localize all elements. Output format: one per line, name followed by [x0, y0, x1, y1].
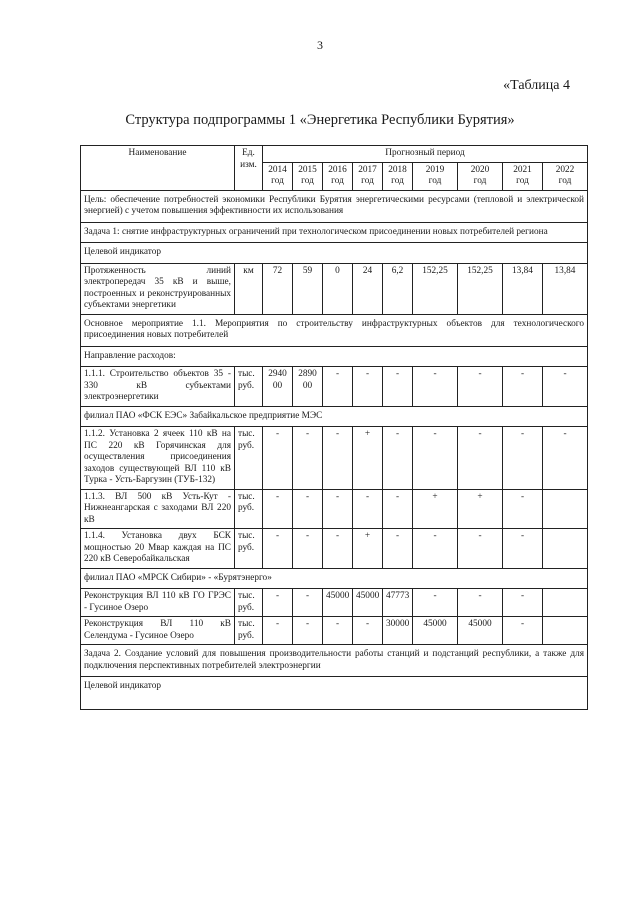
- value-cell: -: [323, 427, 353, 490]
- value-cell: 2940 00: [263, 367, 293, 407]
- task2-row: Задача 2. Создание условий для повышения производительности работы станций и подстанций республики, а также для подключения перспективных потребителей электроэнергии: [81, 645, 588, 677]
- value-cell: -: [383, 367, 413, 407]
- value-cell: 45000: [413, 617, 458, 645]
- year-cell: 2015 год: [293, 162, 323, 190]
- value-cell: 0: [323, 263, 353, 314]
- value-cell: -: [383, 489, 413, 529]
- value-cell: -: [293, 489, 323, 529]
- row-name: 1.1.2. Установка 2 ячеек 110 кВ на ПС 220 кВ Горячинская для осуществления присоединения заходов существующей ВЛ 110 кВ Турка - Усть-Баргузин (ТУБ-132): [81, 427, 235, 490]
- value-cell: +: [413, 489, 458, 529]
- value-cell: -: [323, 367, 353, 407]
- value-cell: 13,84: [543, 263, 588, 314]
- value-cell: -: [503, 427, 543, 490]
- value-cell: -: [413, 529, 458, 569]
- row-name: Реконструкция ВЛ 110 кВ ГО ГРЭС - Гусиное Озеро: [81, 589, 235, 617]
- value-cell: 30000: [383, 617, 413, 645]
- value-cell: -: [413, 589, 458, 617]
- value-cell: [543, 589, 588, 617]
- branch-row: филиал ПАО «МРСК Сибири» - «Бурятэнерго»: [81, 568, 588, 589]
- value-cell: -: [503, 617, 543, 645]
- header-row: [81, 146, 588, 163]
- goal-row: Цель: обеспечение потребностей экономики Республики Бурятия энергетическими ресурсами (тепловой и электрической энергией) с учетом повышения эффективности их использования: [81, 190, 588, 222]
- value-cell: 152,25: [413, 263, 458, 314]
- value-cell: 6,2: [383, 263, 413, 314]
- row-unit: тыс. руб.: [235, 529, 263, 569]
- value-cell: -: [543, 367, 588, 407]
- row-unit: тыс. руб.: [235, 589, 263, 617]
- value-cell: +: [458, 489, 503, 529]
- row-unit: км: [235, 263, 263, 314]
- value-cell: 59: [293, 263, 323, 314]
- page-number: 3: [317, 38, 323, 52]
- indicator-row: Целевой индикатор: [81, 677, 588, 710]
- value-cell: 13,84: [503, 263, 543, 314]
- value-cell: -: [503, 529, 543, 569]
- table-row: [81, 529, 588, 569]
- value-cell: -: [263, 427, 293, 490]
- year-cell: 2016 год: [323, 162, 353, 190]
- value-cell: 45000: [458, 617, 503, 645]
- value-cell: 45000: [353, 589, 383, 617]
- row-name: Реконструкция ВЛ 110 кВ Селендума - Гусиное Озеро: [81, 617, 235, 645]
- year-cell: 2017 год: [353, 162, 383, 190]
- table-row: [81, 589, 588, 617]
- value-cell: -: [458, 367, 503, 407]
- value-cell: -: [413, 427, 458, 490]
- header-name: Наименование: [81, 146, 235, 191]
- value-cell: -: [263, 489, 293, 529]
- table-row: [81, 263, 588, 314]
- value-cell: +: [353, 427, 383, 490]
- table-row: [81, 427, 588, 490]
- value-cell: -: [263, 617, 293, 645]
- row-name: 1.1.4. Установка двух БСК мощностью 20 Мвар каждая на ПС 220 кВ Северобайкальская: [81, 529, 235, 569]
- value-cell: -: [458, 589, 503, 617]
- value-cell: -: [383, 529, 413, 569]
- value-cell: -: [323, 617, 353, 645]
- header-unit: Ед. изм.: [235, 146, 263, 191]
- branch-row: филиал ПАО «ФСК ЕЭС» Забайкальское предприятие МЭС: [81, 406, 588, 427]
- row-unit: тыс. руб.: [235, 427, 263, 490]
- row-name: 1.1.3. ВЛ 500 кВ Усть-Кут - Нижнеангарская с заходами ВЛ 220 кВ: [81, 489, 235, 529]
- value-cell: -: [383, 427, 413, 490]
- year-cell: 2018 год: [383, 162, 413, 190]
- direction-row: Направление расходов:: [81, 346, 588, 367]
- table-row: [81, 367, 588, 407]
- value-cell: -: [353, 367, 383, 407]
- value-cell: 24: [353, 263, 383, 314]
- year-cell: 2021 год: [503, 162, 543, 190]
- row-unit: тыс. руб.: [235, 367, 263, 407]
- value-cell: -: [293, 589, 323, 617]
- value-cell: -: [293, 617, 323, 645]
- row-unit: тыс. руб.: [235, 489, 263, 529]
- value-cell: -: [543, 427, 588, 490]
- document-title: Структура подпрограммы 1 «Энергетика Республики Бурятия»: [125, 112, 515, 128]
- value-cell: [543, 489, 588, 529]
- value-cell: -: [293, 427, 323, 490]
- value-cell: -: [458, 529, 503, 569]
- year-cell: 2022 год: [543, 162, 588, 190]
- table-note: «Таблица 4: [503, 78, 570, 93]
- value-cell: 2890 00: [293, 367, 323, 407]
- value-cell: [543, 617, 588, 645]
- table-row: [81, 617, 588, 645]
- value-cell: -: [503, 589, 543, 617]
- row-name: Протяженность линий электропередач 35 кВ и выше, построенных и реконструированных субъектами энергетики: [81, 263, 235, 314]
- year-cell: 2019 год: [413, 162, 458, 190]
- value-cell: -: [458, 427, 503, 490]
- value-cell: -: [503, 489, 543, 529]
- indicator-row: Целевой индикатор: [81, 243, 588, 264]
- value-cell: -: [503, 367, 543, 407]
- header-period: Прогнозный период: [263, 146, 588, 163]
- value-cell: -: [323, 489, 353, 529]
- task1-row: Задача 1: снятие инфраструктурных ограничений при технологическом присоединении новых потребителей региона: [81, 222, 588, 243]
- value-cell: -: [353, 489, 383, 529]
- value-cell: 47773: [383, 589, 413, 617]
- value-cell: -: [323, 529, 353, 569]
- value-cell: +: [353, 529, 383, 569]
- value-cell: -: [263, 529, 293, 569]
- row-name: 1.1.1. Строительство объектов 35 - 330 кВ субъектами электроэнергетики: [81, 367, 235, 407]
- row-unit: тыс. руб.: [235, 617, 263, 645]
- value-cell: -: [353, 617, 383, 645]
- value-cell: -: [293, 529, 323, 569]
- table-row: [81, 489, 588, 529]
- value-cell: -: [413, 367, 458, 407]
- value-cell: 45000: [323, 589, 353, 617]
- value-cell: 152,25: [458, 263, 503, 314]
- value-cell: -: [263, 589, 293, 617]
- value-cell: 72: [263, 263, 293, 314]
- year-cell: 2014 год: [263, 162, 293, 190]
- subprogram-table: [80, 145, 588, 710]
- activity-row: Основное мероприятие 1.1. Мероприятия по строительству инфраструктурных объектов для технологического присоединения новых потребителей: [81, 314, 588, 346]
- value-cell: [543, 529, 588, 569]
- year-cell: 2020 год: [458, 162, 503, 190]
